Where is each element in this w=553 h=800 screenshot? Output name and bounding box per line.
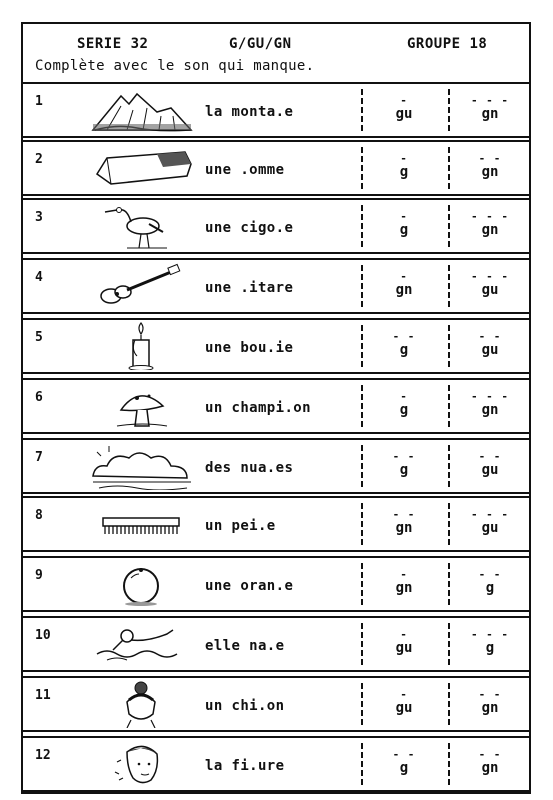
dashed-divider — [361, 265, 363, 307]
exercise-row — [23, 556, 529, 612]
dashed-divider — [448, 89, 450, 131]
answer-option-2[interactable] — [460, 508, 520, 536]
answer-option-2[interactable] — [460, 330, 520, 358]
sound-label: G/GU/GN — [229, 36, 292, 52]
letter-dashes: - — [400, 210, 408, 223]
letter-dashes: - - — [478, 748, 502, 761]
word-to-complete: un chi.on — [205, 698, 285, 714]
word-to-complete: un pei.e — [205, 518, 276, 534]
row-number: 2 — [35, 152, 43, 167]
letter-dashes: - - — [392, 508, 416, 521]
row-number: 4 — [35, 270, 43, 285]
dashed-divider — [448, 147, 450, 189]
letter-dashes: - - — [478, 568, 502, 581]
letter-dashes: - - - — [470, 210, 510, 223]
answer-option-2[interactable] — [460, 688, 520, 716]
row-number: 8 — [35, 508, 43, 523]
mushroom-icon — [87, 382, 195, 430]
answer-option-1[interactable] — [374, 628, 434, 656]
answer-option-1[interactable] — [374, 210, 434, 238]
option-label: gn — [481, 760, 499, 776]
row-number: 7 — [35, 450, 43, 465]
word-to-complete: une oran.e — [205, 578, 294, 594]
exercise-row — [23, 676, 529, 732]
serie-label: SERIE 32 — [77, 36, 149, 52]
dashed-divider — [361, 503, 363, 545]
exercise-row — [23, 616, 529, 672]
word-to-complete: des nua.es — [205, 460, 294, 476]
answer-option-2[interactable] — [460, 270, 520, 298]
dashed-divider — [361, 445, 363, 487]
letter-dashes: - - — [478, 152, 502, 165]
option-label: gu — [481, 520, 499, 536]
face-icon — [87, 740, 195, 788]
option-label: gu — [481, 342, 499, 358]
answer-option-2[interactable] — [460, 152, 520, 180]
letter-dashes: - - - — [470, 628, 510, 641]
instruction-text: Complète avec le son qui manque. — [35, 58, 315, 74]
exercise-row — [23, 258, 529, 314]
answer-option-1[interactable] — [374, 568, 434, 596]
row-number: 6 — [35, 390, 43, 405]
option-label: gu — [395, 700, 413, 716]
answer-option-1[interactable] — [374, 450, 434, 478]
option-label: g — [485, 580, 495, 596]
row-number: 11 — [35, 688, 51, 703]
exercise-row — [23, 140, 529, 196]
groupe-label: GROUPE 18 — [407, 36, 488, 52]
dashed-divider — [448, 503, 450, 545]
dashed-divider — [448, 683, 450, 725]
row-number: 3 — [35, 210, 43, 225]
dashed-divider — [448, 205, 450, 247]
option-label: gn — [481, 164, 499, 180]
answer-option-2[interactable] — [460, 568, 520, 596]
dashed-divider — [361, 147, 363, 189]
dashed-divider — [448, 563, 450, 605]
word-to-complete: une bou.ie — [205, 340, 294, 356]
answer-option-1[interactable] — [374, 94, 434, 122]
row-number: 1 — [35, 94, 43, 109]
dashed-divider — [448, 445, 450, 487]
option-label: g — [399, 222, 409, 238]
answer-option-1[interactable] — [374, 270, 434, 298]
comb-icon — [87, 500, 195, 548]
option-label: g — [399, 402, 409, 418]
row-number: 5 — [35, 330, 43, 345]
letter-dashes: - - — [478, 450, 502, 463]
letter-dashes: - — [400, 152, 408, 165]
stork-icon — [87, 202, 195, 250]
answer-option-1[interactable] — [374, 748, 434, 776]
letter-dashes: - — [400, 94, 408, 107]
dashed-divider — [448, 385, 450, 427]
letter-dashes: - - — [392, 330, 416, 343]
option-label: gn — [395, 580, 413, 596]
option-label: gn — [395, 282, 413, 298]
exercise-row — [23, 438, 529, 494]
exercise-row — [23, 736, 529, 792]
dashed-divider — [448, 325, 450, 367]
letter-dashes: - - — [392, 748, 416, 761]
dashed-divider — [448, 623, 450, 665]
clouds-icon — [87, 442, 195, 490]
exercise-row — [23, 496, 529, 552]
letter-dashes: - - — [478, 330, 502, 343]
letter-dashes: - — [400, 270, 408, 283]
option-label: gu — [395, 640, 413, 656]
dashed-divider — [361, 325, 363, 367]
word-to-complete: un champi.on — [205, 400, 311, 416]
worksheet-header — [23, 24, 529, 84]
answer-option-1[interactable] — [374, 688, 434, 716]
answer-option-2[interactable] — [460, 210, 520, 238]
letter-dashes: - - — [392, 450, 416, 463]
eraser-icon — [87, 144, 195, 192]
answer-option-1[interactable] — [374, 330, 434, 358]
letter-dashes: - — [400, 688, 408, 701]
option-label: gn — [481, 106, 499, 122]
option-label: gn — [481, 222, 499, 238]
option-label: gu — [395, 106, 413, 122]
option-label: g — [399, 342, 409, 358]
letter-dashes: - — [400, 628, 408, 641]
word-to-complete: une .omme — [205, 162, 285, 178]
candle-icon — [87, 322, 195, 370]
letter-dashes: - — [400, 390, 408, 403]
letter-dashes: - - - — [470, 270, 510, 283]
option-label: g — [399, 760, 409, 776]
option-label: g — [399, 164, 409, 180]
exercise-row — [23, 198, 529, 254]
dashed-divider — [361, 563, 363, 605]
guitar-icon — [87, 262, 195, 310]
letter-dashes: - - - — [470, 94, 510, 107]
letter-dashes: - - - — [470, 390, 510, 403]
option-label: gu — [481, 462, 499, 478]
word-to-complete: une cigo.e — [205, 220, 294, 236]
worksheet — [21, 22, 531, 794]
swimmer-icon — [87, 620, 195, 668]
dashed-divider — [448, 743, 450, 785]
exercise-row — [23, 82, 529, 138]
answer-option-2[interactable] — [460, 748, 520, 776]
option-label: gu — [481, 282, 499, 298]
letter-dashes: - - — [478, 688, 502, 701]
row-number: 10 — [35, 628, 51, 643]
answer-option-2[interactable] — [460, 628, 520, 656]
answer-option-2[interactable] — [460, 94, 520, 122]
option-label: gn — [481, 700, 499, 716]
answer-option-1[interactable] — [374, 152, 434, 180]
option-label: gn — [481, 402, 499, 418]
orange-icon — [87, 560, 195, 608]
letter-dashes: - — [400, 568, 408, 581]
dashed-divider — [448, 265, 450, 307]
mountain-icon — [87, 86, 195, 134]
dashed-divider — [361, 385, 363, 427]
option-label: g — [399, 462, 409, 478]
answer-option-1[interactable] — [374, 508, 434, 536]
answer-option-1[interactable] — [374, 390, 434, 418]
answer-option-2[interactable] — [460, 450, 520, 478]
dashed-divider — [361, 743, 363, 785]
answer-option-2[interactable] — [460, 390, 520, 418]
exercise-row — [23, 378, 529, 434]
dashed-divider — [361, 89, 363, 131]
option-label: g — [485, 640, 495, 656]
letter-dashes: - - - — [470, 508, 510, 521]
word-to-complete: elle na.e — [205, 638, 285, 654]
dashed-divider — [361, 623, 363, 665]
bun-hair-icon — [87, 680, 195, 728]
word-to-complete: la monta.e — [205, 104, 294, 120]
dashed-divider — [361, 683, 363, 725]
row-number: 12 — [35, 748, 51, 763]
word-to-complete: la fi.ure — [205, 758, 285, 774]
exercise-row — [23, 318, 529, 374]
row-number: 9 — [35, 568, 43, 583]
option-label: gn — [395, 520, 413, 536]
dashed-divider — [361, 205, 363, 247]
word-to-complete: une .itare — [205, 280, 294, 296]
